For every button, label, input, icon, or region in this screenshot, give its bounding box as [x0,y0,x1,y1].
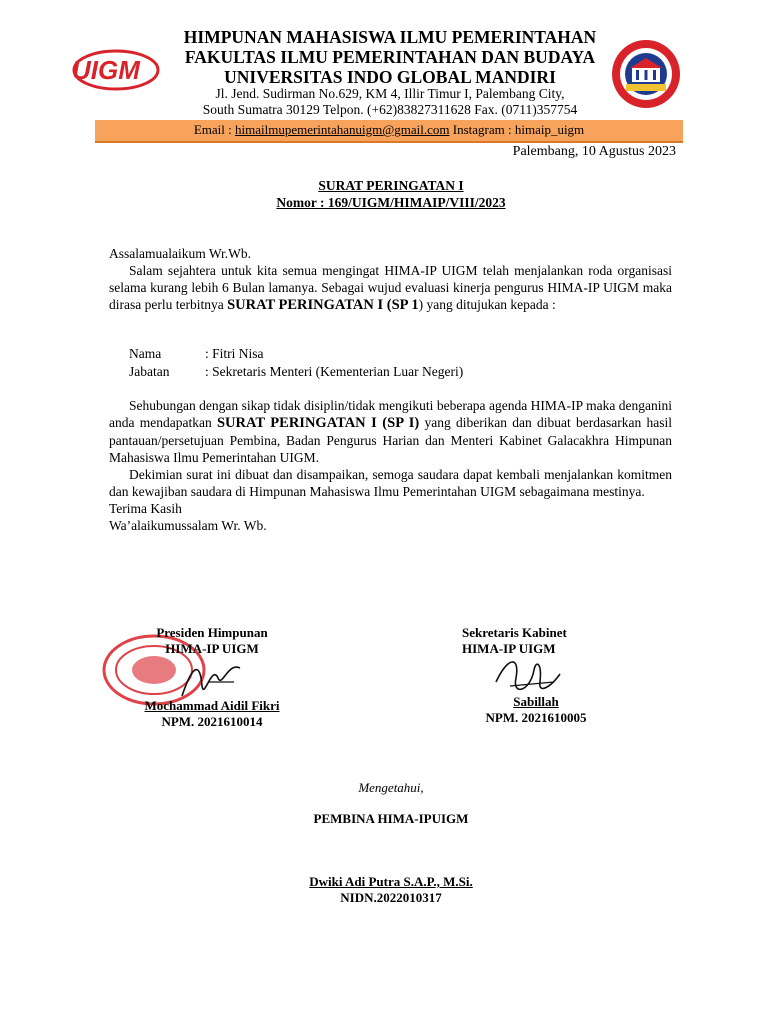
paragraph-1-tail: ) yang ditujukan kepada : [418,297,556,312]
header-address-line2: South Sumatra 30129 Telpon. (+62)83827311628 Fax. (0711)357754 [202,102,578,117]
left-signer-org: HIMA-IP UIGM [165,641,259,656]
header-org-name: HIMPUNAN MAHASISWA ILMU PEMERINTAHAN [183,27,597,47]
left-signer-name: Mochammad Aidil Fikri [144,698,280,713]
greeting: Assalamualaikum Wr.Wb. [109,246,252,261]
letter-date: Palembang, 10 Agustus 2023 [512,144,676,159]
paragraph-2-text: Sehubungan dengan sikap tidak disiplin/tidak mengikuti beberapa agenda HIMA-IP maka denganini anda mendapatkan [109,398,672,430]
paragraph-3: Dekimian surat ini dibuat dan disampaikan, semoga saudara dapat kembali menjalankan komitmen dan kewajiban saudara di Himpunan Mahasiswa Ilmu Pemerintahan UIGM sebagaimana mestinya. [109,467,672,499]
letter-body-main [109,397,672,534]
letter-number: Nomor : 169/UIGM/HIMAIP/VIII/2023 [276,195,506,210]
left-signer-details [120,698,304,730]
letter-title: SURAT PERINGATAN I [318,178,464,193]
right-signature-icon [490,652,568,700]
advisor-name: Dwiki Adi Putra S.A.P., M.Si. [309,874,473,889]
email-label: Email : [193,122,232,137]
email-link[interactable]: himailmupemerintahanuigm@gmail.com [234,122,450,137]
left-signer-role: Presiden Himpunan [156,625,268,640]
header-university: UNIVERSITAS INDO GLOBAL MANDIRI [224,67,556,87]
advisor-role: PEMBINA HIMA-IPUIGM [313,811,469,826]
name-value: : Fitri Nisa [205,346,264,361]
left-signature-block [130,625,294,657]
paragraph-1-text: Salam sejahtera untuk kita semua mengingat HIMA-IP UIGM telah menjalankan roda organisasi selama kurang lebih 6 Bulan lamanya. Sebagai wujud evaluasi kinerja pengurus HIMA-IP UIGM maka dirasa perlu terbitnya [109,263,672,312]
instagram-label: Instagram : [452,122,512,137]
header-faculty: FAKULTAS ILMU PEMERINTAHAN DAN BUDAYA [184,47,596,67]
left-signer-npm: NPM. 2021610014 [161,714,263,729]
instagram-handle: himaip_uigm [514,122,585,137]
paragraph-2-tail: yang diberikan dan dibuat berdasarkan hasil pantauan/persetujuan Pembina, Badan Pengurus Harian dan Menteri Kabinet Galacakhra Himpunan Mahasiswa Ilmu Pemerintahan UIGM. [109,415,673,465]
svg-text:UIGM: UIGM [72,55,140,85]
letter-body-intro [109,245,672,314]
right-signer-npm: NPM. 2021610005 [485,710,587,725]
contact-bar-text [95,122,683,138]
right-signer-org: HIMA-IP UIGM [462,641,556,656]
recipient-details [129,346,463,382]
paragraph-1-emphasis: SURAT PERINGATAN I (SP 1 [227,297,419,313]
paragraph-1 [109,262,672,314]
right-signer-role: Sekretaris Kabinet [462,625,567,640]
closing-line: Wa’alaikumussalam Wr. Wb. [109,518,267,533]
left-signature-icon [178,656,244,702]
recipient-position-row [129,364,463,382]
right-signer-name: Sabillah [513,694,559,709]
recipient-name-row [129,346,463,364]
position-label: Jabatan [129,364,170,379]
acknowledge-label: Mengetahui, [358,780,424,795]
position-value: : Sekretaris Menteri (Kementerian Luar Negeri) [205,364,464,379]
paragraph-2-emphasis: SURAT PERINGATAN I (SP I) [216,415,420,431]
thanks-line: Terima Kasih [109,501,182,516]
name-label: Nama [129,346,162,361]
paragraph-2 [109,397,672,466]
advisor-nidn: NIDN.2022010317 [340,890,442,905]
right-signer-details [462,694,610,726]
header-address-line1: Jl. Jend. Sudirman No.629, KM 4, Illir Timur I, Palembang City, [215,86,565,101]
